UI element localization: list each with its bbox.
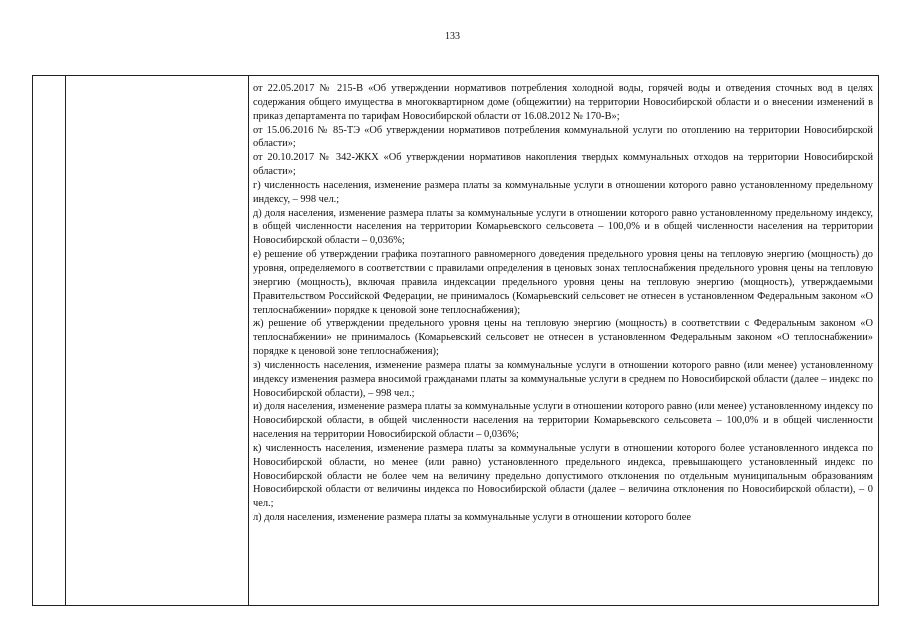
table-column-number	[33, 76, 66, 605]
paragraph-item-e: е) решение об утверждении графика поэтапного равномерного доведения предельного уровня цены на тепловую энергию (мощность) до уровня, определяемого в соответствии с правилами определения в ценовых зонах теплоснабжения предельного уровня цены на тепловую энергию (мощность), включая правила индексации предельного уровня цены на тепловую энергию (мощность), утверждаемыми Правительством Российской Федерации, не принималось (Комарьевский сельсовет не отнесен в установленном Федеральным законом «О теплоснабжении» порядке к ценовой зоне теплоснабжения);	[253, 249, 873, 316]
table-column-content	[249, 76, 878, 605]
paragraph-order-85-te: от 15.06.2016 № 85-ТЭ «Об утверждении нормативов потребления коммунальной услуги по отоплению на территории Новосибирской области»;	[253, 124, 873, 150]
paragraph-item-d: д) доля населения, изменение размера платы за коммунальные услуги в отношении которого равно установленному предельному индексу, в общей численности населения на территории Комарьевского сельсовета – 100,0% и в общей численности населения на территории Новосибирской области – 0,036%;	[253, 207, 873, 247]
page-number: 133	[445, 31, 460, 42]
paragraph-item-i: и) доля населения, изменение размера платы за коммунальные услуги в отношении которого равно (или менее) установленному индексу по Новосибирской области, в общей численности населения на территории Комарьевского сельсовета – 100,0% и в общей численности населения на территории Новосибирской области – 0,036%;	[253, 401, 873, 441]
paragraph-order-215-v: от 22.05.2017 № 215-В «Об утверждении нормативов потребления холодной воды, горячей воды и отведения сточных вод в целях содержания общего имущества в многоквартирном доме (общежитии) на территории Новосибирской области и о внесении изменений в приказ департамента по тарифам Новосибирской области от 16.08.2012 № 170-В»;	[253, 83, 873, 122]
document-table	[32, 75, 879, 606]
paragraph-item-k: к) численность населения, изменение размера платы за коммунальные услуги в отношении которого более установленного индекса по Новосибирской области, но менее (или равно) установленного предельного индекса, превышающего установленный индекс по Новосибирской области не более чем на величину предельно допустимого отклонения по отдельным муниципальным образованиям Новосибирской области от величины индекса по Новосибирской области (далее – величина отклонения по Новосибирской области), – 0 чел.;	[253, 442, 873, 510]
paragraph-item-zh: ж) решение об утверждении предельного уровня цены на тепловую энергию (мощность) в соответствии с Федеральным законом «О теплоснабжении» не принималось (Комарьевский сельсовет не отнесен в установленном Федеральным законом «О теплоснабжении» порядке к ценовой зоне теплоснабжения);	[253, 318, 873, 358]
paragraph-order-342-zhkh: от 20.10.2017 № 342-ЖКХ «Об утверждении нормативов накопления твердых коммунальных отходов на территории Новосибирской области»;	[253, 152, 873, 178]
paragraph-item-g: г) численность населения, изменение размера платы за коммунальные услуги в отношении которого равно установленному предельному индексу, – 998 чел.;	[253, 179, 873, 205]
paragraph-item-z: з) численность населения, изменение размера платы за коммунальные услуги в отношении которого равно (или менее) установленному индексу изменения размера вносимой гражданами платы за коммунальные услуги в среднем по Новосибирской области (далее – индекс по Новосибирской области), – 998 чел.;	[253, 359, 873, 399]
paragraph-item-l: л) доля населения, изменение размера платы за коммунальные услуги в отношении которого более	[253, 512, 691, 524]
table-column-name	[66, 76, 249, 605]
